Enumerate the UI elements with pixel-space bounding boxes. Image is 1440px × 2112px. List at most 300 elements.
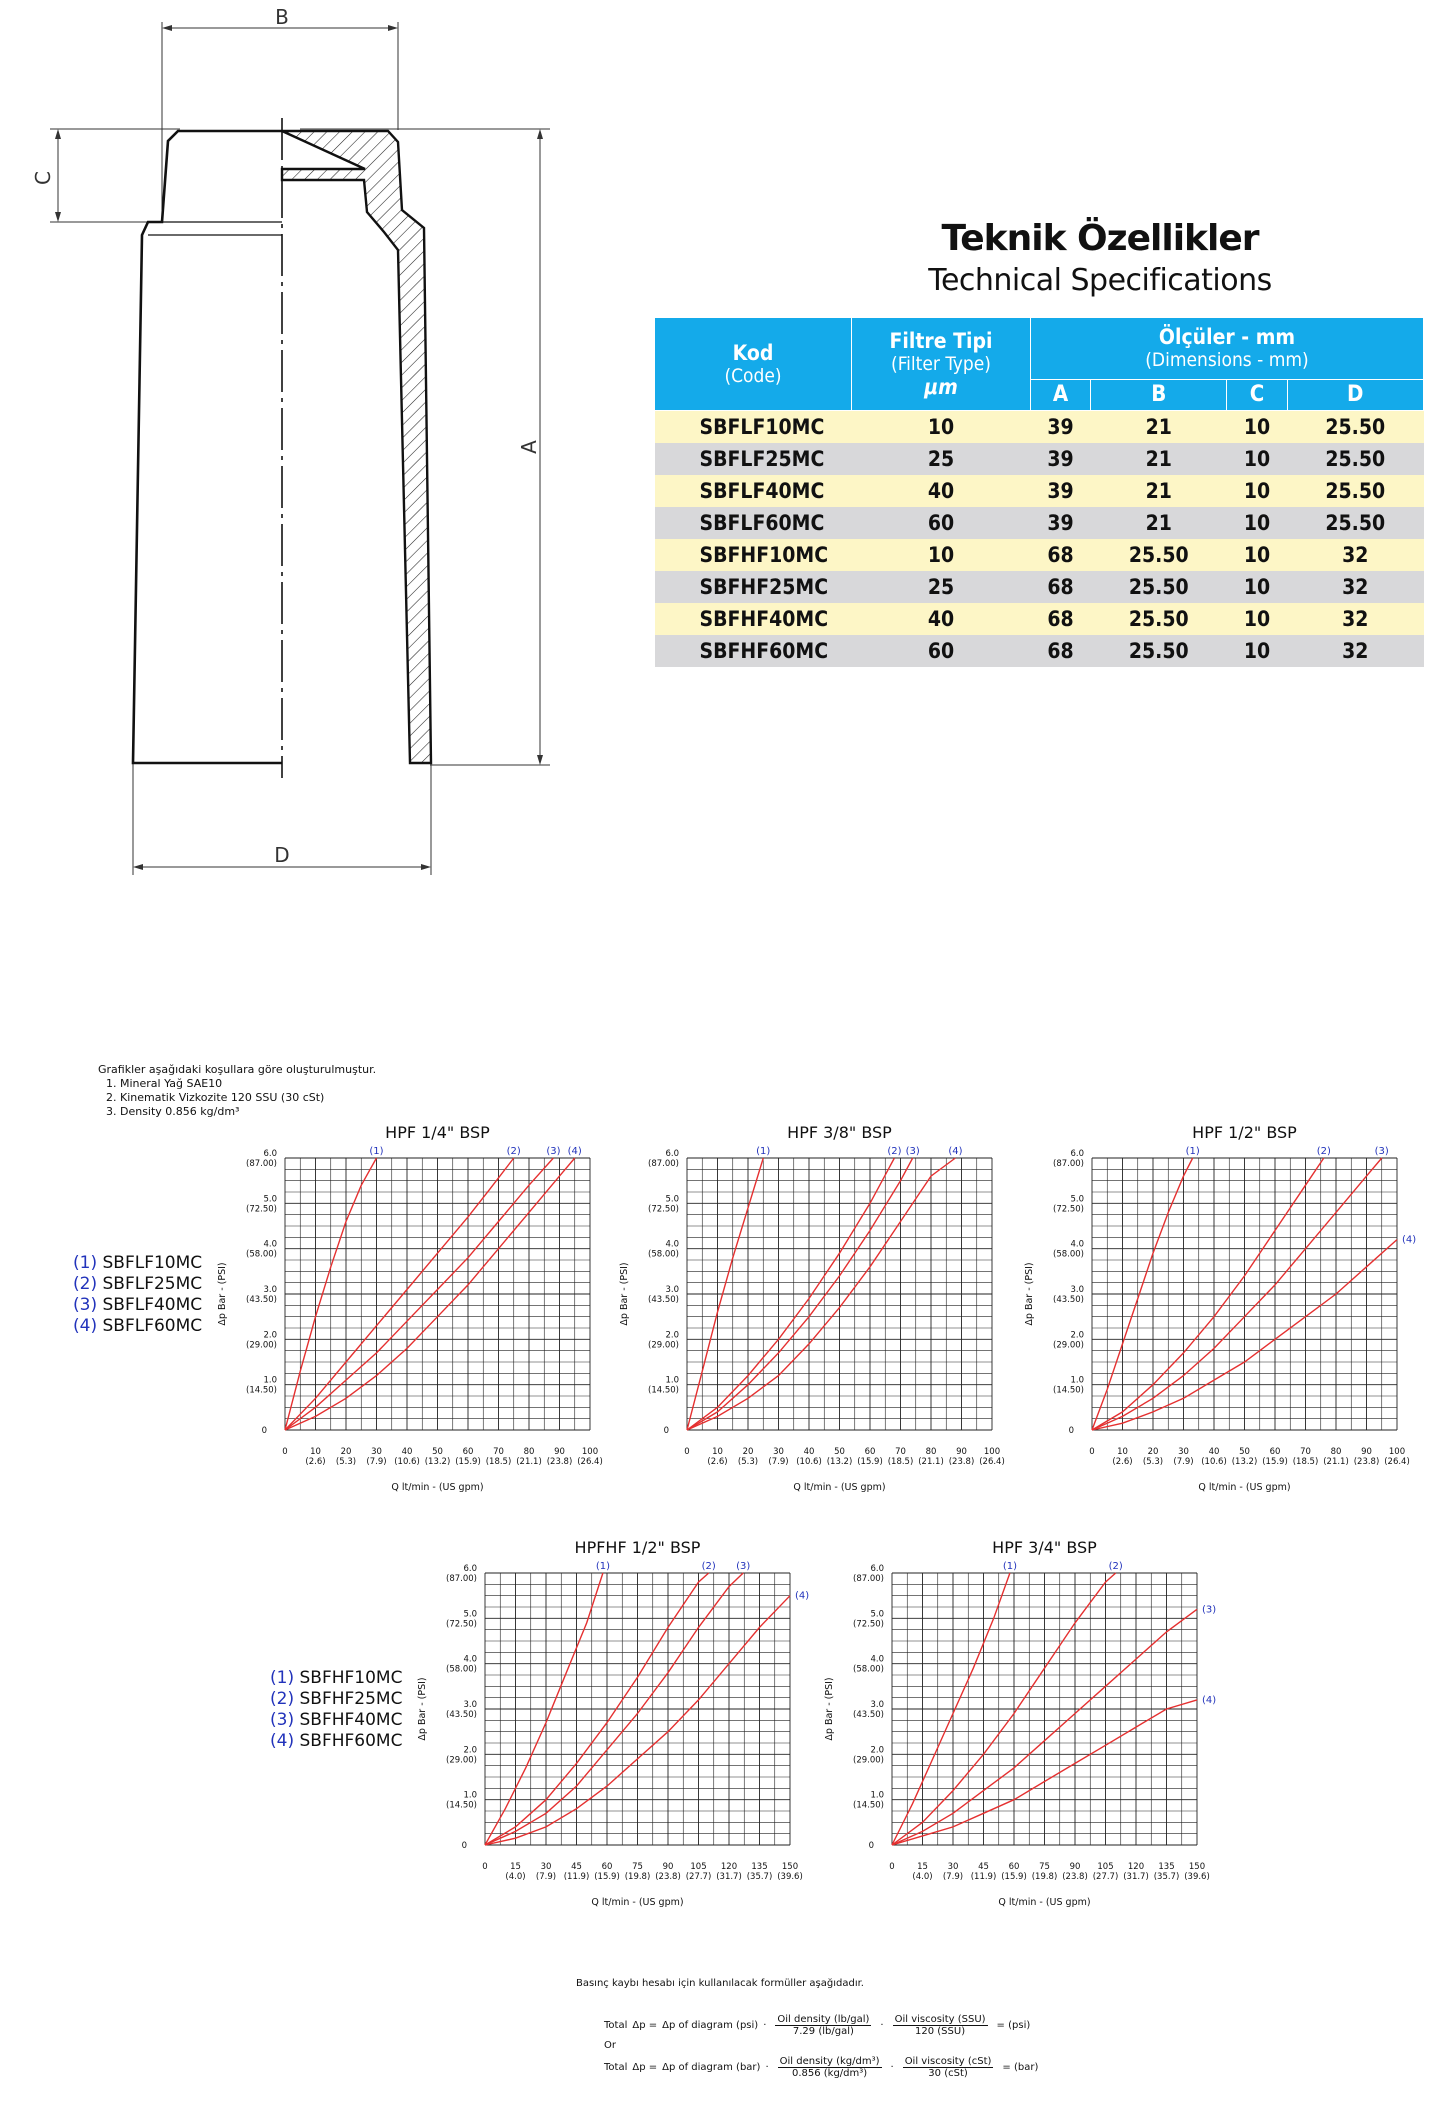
cell-code: SBFHF25MC [655,571,852,603]
x-tick-label-gpm: (5.3) [737,1457,759,1467]
y-tick-label-psi: (29.00) [446,1755,477,1766]
chart-grid [892,1573,1197,1845]
formula-term: Δp of diagram (bar) [662,2061,761,2073]
x-tick-label-gpm: (5.3) [335,1457,357,1467]
legend-code: SBFHF40MC [299,1710,403,1730]
series-label: (1) [1002,1561,1018,1572]
series-label: (1) [756,1146,771,1157]
chart-title: HPF 1/4" BSP [385,1123,490,1142]
series-label: (1) [595,1561,611,1572]
x-tick-label: 40 [803,1447,815,1457]
cell-code: SBFHF60MC [655,635,852,667]
notes-item: 1. Mineral Yağ SAE10 [106,1077,223,1090]
fraction-denominator: 120 (SSU) [915,2025,966,2037]
formula-bar [604,2052,1043,2082]
y-tick-label: 1.0 [463,1790,477,1801]
cell-filter: 25 [852,443,1031,475]
y-tick-label-psi: (72.50) [246,1204,277,1215]
header-code-en: (Code) [724,365,782,387]
notes-heading: Grafikler aşağıdaki koşullara göre oluşturulmuştur. [98,1063,377,1076]
header-code [655,318,852,411]
x-tick-label-gpm: (26.4) [979,1457,1005,1467]
series-label: (2) [1316,1146,1331,1157]
y-tick-label-psi: (87.00) [648,1159,679,1169]
y-tick-label-psi: (87.00) [446,1574,477,1584]
header-dim-b: B [1091,379,1227,410]
formula-rhs: = (psi) [996,2019,1031,2031]
y-tick-label-psi: (72.50) [648,1204,679,1215]
cell-b: 21 [1091,507,1227,539]
x-tick-label-gpm: (23.8) [1062,1872,1088,1882]
table-row [655,635,1424,667]
x-tick-label-gpm: (13.2) [826,1457,853,1467]
cell-a: 39 [1031,411,1091,444]
cell-a: 68 [1031,571,1091,603]
y-axis-label: Δp Bar - (PSI) [417,1677,428,1741]
x-tick-label: 70 [895,1447,906,1457]
x-tick-label: 45 [978,1862,989,1872]
x-tick-label-gpm: (15.9) [1262,1457,1288,1467]
cell-d: 25.50 [1287,443,1423,475]
header-filter [852,318,1031,411]
x-tick-label: 0 [684,1447,690,1457]
header-dimensions [1031,318,1424,380]
y-tick-label-psi: (87.00) [1053,1159,1084,1169]
x-tick-label-gpm: (7.9) [768,1457,789,1467]
spec-title-tr: Teknik Özellikler [941,218,1259,259]
y-tick-label: 2.0 [1070,1330,1084,1341]
x-tick-label-gpm: (7.9) [366,1457,387,1467]
legend-item [270,1668,402,1689]
pressure-drop-chart-hpf-3-4 [817,1535,1237,1925]
x-tick-label: 60 [601,1862,613,1872]
cell-a: 39 [1031,507,1091,539]
x-tick-label: 70 [493,1447,504,1457]
x-tick-label: 0 [482,1862,488,1872]
x-tick-label: 70 [1300,1447,1311,1457]
cell-d: 32 [1287,539,1423,571]
chart-title: HPF 1/2" BSP [1192,1123,1297,1142]
x-tick-label: 60 [1269,1447,1281,1457]
series-label: (2) [1108,1561,1123,1572]
y-tick-label-psi: (87.00) [246,1159,277,1169]
x-tick-label: 30 [773,1447,784,1457]
x-tick-label-gpm: (7.9) [535,1872,557,1882]
spec-title-en: Technical Specifications [928,263,1272,298]
cell-c: 10 [1227,507,1287,539]
series-label: (3) [1202,1604,1217,1616]
pressure-drop-chart-hpf-1-2 [1017,1120,1437,1510]
y-tick-label-psi: (43.50) [246,1295,277,1305]
x-tick-label: 50 [834,1447,845,1457]
x-tick-label: 120 [720,1862,738,1872]
spec-table-body [655,411,1424,668]
y-tick-label-psi: (72.50) [446,1619,477,1630]
cell-code: SBFHF10MC [655,539,852,571]
x-tick-label-gpm: (11.9) [970,1872,997,1882]
x-tick-label-gpm: (21.1) [918,1457,944,1467]
header-filter-tr: Filtre Tipi [889,329,993,353]
y-tick-label: 4.0 [463,1654,477,1665]
series-label: (4) [567,1146,582,1157]
y-tick-label: 5.0 [870,1609,884,1620]
filter-body-outline [133,131,282,763]
x-tick-label-gpm: (2.6) [305,1457,326,1467]
cell-c: 10 [1227,635,1287,667]
cell-a: 68 [1031,635,1091,667]
cell-filter: 40 [852,475,1031,507]
x-tick-label-gpm: (10.6) [394,1457,420,1467]
x-tick-label: 30 [947,1862,959,1872]
x-tick-label-gpm: (18.5) [485,1457,512,1467]
x-tick-label-gpm: (19.8) [1031,1872,1058,1882]
x-tick-label: 60 [1008,1862,1020,1872]
x-tick-label: 40 [1208,1447,1220,1457]
formula-note: Basınç kaybı hesabı için kullanılacak formüller aşağıdadır. [575,1978,864,1989]
x-tick-label-gpm: (13.2) [1231,1457,1258,1467]
table-row [655,507,1424,539]
legend-item [73,1253,202,1274]
x-tick-label-gpm: (15.9) [1001,1872,1027,1882]
x-tick-label-gpm: (26.4) [577,1457,603,1467]
x-tick-label: 0 [282,1447,288,1457]
x-tick-label: 30 [371,1447,382,1457]
x-tick-label-gpm: (31.7) [1123,1872,1149,1882]
cell-code: SBFHF40MC [655,603,852,635]
x-tick-label: 150 [1188,1862,1206,1872]
cell-code: SBFLF25MC [655,443,852,475]
series-label: (1) [369,1146,384,1157]
header-filter-unit: μm [924,375,958,399]
cell-c: 10 [1227,475,1287,507]
fraction-denominator: 0.856 (kg/dm³) [791,2067,868,2079]
x-tick-label-gpm: (15.9) [594,1872,620,1882]
x-tick-label: 30 [1178,1447,1189,1457]
y-tick-label: 3.0 [263,1285,277,1295]
y-tick-label-psi: (43.50) [446,1710,477,1720]
fraction-numerator: Oil density (lb/gal) [777,2013,870,2025]
series-label: (4) [1402,1234,1417,1246]
chart-title: HPF 3/8" BSP [787,1123,892,1142]
formula-total: Total [604,2019,628,2031]
pressure-drop-chart-hpfhf-1-2 [410,1535,810,1925]
x-tick-label-gpm: (35.7) [746,1872,773,1882]
y-tick-label-psi: (72.50) [853,1619,884,1630]
formula-lhs: Δp = [632,2061,658,2073]
series-label: (2) [506,1146,521,1157]
legend-item [73,1274,202,1295]
x-tick-label: 90 [1361,1447,1372,1457]
legend-code: SBFLF40MC [102,1295,203,1315]
fraction-denominator: 7.29 (lb/gal) [792,2025,854,2037]
x-tick-label-gpm: (4.0) [912,1872,933,1882]
x-axis-label: Q lt/min - (US gpm) [998,1897,1091,1908]
cell-b: 25.50 [1091,571,1227,603]
x-tick-label: 10 [1117,1447,1128,1457]
legend-code: SBFLF10MC [102,1253,203,1273]
header-code-tr: Kod [732,341,774,365]
x-tick-label: 90 [554,1447,565,1457]
formula-block [604,2010,1043,2082]
x-tick-label-gpm: (39.6) [777,1872,803,1882]
x-tick-label-gpm: (31.7) [716,1872,742,1882]
cell-b: 25.50 [1091,635,1227,667]
fraction-denominator: 30 (cSt) [928,2067,968,2079]
y-tick-label: 1.0 [870,1790,884,1801]
x-tick-label: 60 [864,1447,876,1457]
dimension-c [31,129,180,222]
dimension-d-label: D [274,843,290,867]
x-tick-label: 15 [917,1862,928,1872]
y-tick-label: 0 [868,1841,874,1851]
y-tick-label: 5.0 [463,1609,477,1620]
x-tick-label: 15 [510,1862,521,1872]
x-axis-label: Q lt/min - (US gpm) [391,1482,484,1493]
x-tick-label-gpm: (7.9) [1173,1457,1194,1467]
legend-num: (4) [73,1316,98,1336]
y-tick-label: 3.0 [1070,1285,1084,1295]
x-axis-label: Q lt/min - (US gpm) [591,1897,684,1908]
x-tick-label-gpm: (10.6) [796,1457,822,1467]
x-tick-label: 10 [310,1447,321,1457]
cell-c: 10 [1227,603,1287,635]
y-tick-label: 5.0 [263,1194,277,1205]
legend-item [270,1710,402,1731]
chart-title: HPF 3/4" BSP [992,1538,1097,1557]
cell-c: 10 [1227,411,1287,444]
cell-filter: 60 [852,635,1031,667]
fraction-density [778,2056,882,2079]
formula-or: Or [604,2040,616,2051]
legend-num: (1) [73,1253,98,1273]
dimension-a-label: A [517,440,541,454]
pressure-drop-chart-hpf-3-8 [612,1120,1012,1510]
series-label: (1) [1185,1146,1200,1157]
x-tick-label-gpm: (4.0) [505,1872,526,1882]
x-tick-label-gpm: (21.1) [1323,1457,1349,1467]
legend-code: SBFLF25MC [102,1274,203,1294]
x-tick-label-gpm: (13.2) [424,1457,451,1467]
y-axis-label: Δp Bar - (PSI) [217,1262,228,1326]
y-tick-label-psi: (58.00) [648,1249,679,1260]
y-tick-label: 0 [1068,1426,1074,1436]
header-dims-en: (Dimensions - mm) [1145,349,1309,372]
formula-dot: · [765,2061,769,2073]
table-row [655,411,1424,444]
x-tick-label: 100 [1388,1447,1406,1457]
cell-c: 10 [1227,539,1287,571]
legend-num: (3) [73,1295,98,1315]
cell-code: SBFLF40MC [655,475,852,507]
x-tick-label-gpm: (7.9) [942,1872,964,1882]
dimension-b-label: B [275,5,289,29]
legend-item [270,1689,402,1710]
y-tick-label: 3.0 [870,1700,884,1710]
x-tick-label-gpm: (18.5) [1292,1457,1319,1467]
y-tick-label-psi: (29.00) [853,1755,884,1766]
y-axis-label: Δp Bar - (PSI) [1024,1262,1035,1326]
cell-filter: 10 [852,411,1031,444]
cell-d: 25.50 [1287,475,1423,507]
series-label: (3) [736,1561,751,1572]
formula-dot: · [890,2061,894,2073]
cell-d: 32 [1287,603,1423,635]
graph-conditions-note [98,1063,376,1119]
cell-b: 25.50 [1091,603,1227,635]
y-tick-label: 1.0 [263,1375,277,1386]
x-tick-label: 75 [1039,1862,1050,1872]
y-tick-label: 1.0 [665,1375,679,1386]
series-label: (3) [1374,1146,1389,1157]
y-tick-label-psi: (58.00) [246,1249,277,1260]
y-tick-label: 6.0 [870,1564,884,1574]
legend-hf [270,1668,402,1752]
x-tick-label: 80 [1330,1447,1342,1457]
y-tick-label-psi: (14.50) [648,1385,679,1396]
x-tick-label-gpm: (10.6) [1201,1457,1227,1467]
y-tick-label: 6.0 [1070,1149,1084,1159]
series-label: (3) [546,1146,561,1157]
series-label: (3) [905,1146,920,1157]
notes-item: 2. Kinematik Vizkozite 120 SSU (30 cSt) [106,1091,325,1104]
fraction-numerator: Oil viscosity (cSt) [904,2055,992,2067]
x-tick-label: 90 [956,1447,967,1457]
x-tick-label-gpm: (18.5) [887,1457,914,1467]
y-tick-label-psi: (72.50) [1053,1204,1084,1215]
x-tick-label-gpm: (23.8) [1353,1457,1380,1467]
header-dim-a: A [1031,379,1091,410]
x-tick-label: 40 [401,1447,413,1457]
x-tick-label: 45 [571,1862,582,1872]
x-tick-label-gpm: (23.8) [546,1457,573,1467]
x-tick-label-gpm: (27.7) [685,1872,712,1882]
cell-a: 68 [1031,539,1091,571]
x-tick-label-gpm: (21.1) [516,1457,542,1467]
dimension-d [133,764,431,875]
y-tick-label-psi: (43.50) [648,1295,679,1305]
y-tick-label: 6.0 [463,1564,477,1574]
x-tick-label: 20 [742,1447,754,1457]
series-label: (4) [948,1146,963,1157]
series-label: (2) [887,1146,902,1157]
y-tick-label: 4.0 [665,1239,679,1250]
x-tick-label-gpm: (11.9) [563,1872,590,1882]
y-axis-label: Δp Bar - (PSI) [619,1262,630,1326]
formula-psi [604,2010,1043,2040]
cell-b: 21 [1091,443,1227,475]
legend-code: SBFHF10MC [299,1668,403,1688]
cell-code: SBFLF10MC [655,411,852,444]
x-tick-label-gpm: (2.6) [707,1457,728,1467]
y-tick-label-psi: (43.50) [1053,1295,1084,1305]
cell-code: SBFLF60MC [655,507,852,539]
cell-d: 32 [1287,635,1423,667]
y-axis-label: Δp Bar - (PSI) [824,1677,835,1741]
x-tick-label-gpm: (15.9) [857,1457,883,1467]
cell-b: 25.50 [1091,539,1227,571]
legend-num: (2) [73,1274,98,1294]
y-tick-label: 2.0 [665,1330,679,1341]
fraction-numerator: Oil density (kg/dm³) [779,2055,880,2067]
fraction-viscosity [893,2014,988,2037]
y-tick-label-psi: (29.00) [648,1340,679,1351]
x-tick-label: 90 [662,1862,674,1872]
x-tick-label: 50 [1239,1447,1250,1457]
formula-rhs: = (bar) [1002,2061,1039,2073]
x-tick-label: 20 [1147,1447,1159,1457]
x-tick-label: 50 [432,1447,443,1457]
table-row [655,571,1424,603]
x-tick-label-gpm: (39.6) [1184,1872,1210,1882]
x-tick-label-gpm: (27.7) [1092,1872,1119,1882]
legend-code: SBFHF60MC [299,1731,403,1751]
x-tick-label-gpm: (23.8) [948,1457,975,1467]
series-label: (2) [701,1561,716,1572]
formula-total: Total [604,2061,628,2073]
y-tick-label-psi: (29.00) [1053,1340,1084,1351]
cell-filter: 40 [852,603,1031,635]
x-tick-label: 0 [889,1862,895,1872]
filter-technical-drawing [0,0,560,890]
dimension-c-label: C [31,171,55,185]
cell-d: 25.50 [1287,411,1423,444]
header-filter-en: (Filter Type) [891,353,991,375]
y-tick-label: 5.0 [1070,1194,1084,1205]
chart-title: HPFHF 1/2" BSP [574,1538,701,1557]
x-axis-label: Q lt/min - (US gpm) [1198,1482,1291,1493]
legend-num: (4) [270,1731,295,1751]
chart-grid [285,1158,590,1430]
y-tick-label: 5.0 [665,1194,679,1205]
x-tick-label: 10 [712,1447,723,1457]
x-tick-label-gpm: (35.7) [1153,1872,1180,1882]
x-tick-label: 105 [690,1862,707,1872]
legend-num: (2) [270,1689,295,1709]
y-tick-label: 6.0 [263,1149,277,1159]
pressure-drop-chart-hpf-1-4 [210,1120,610,1510]
x-tick-label: 80 [925,1447,937,1457]
y-tick-label: 2.0 [870,1745,884,1756]
chart-grid [1092,1158,1397,1430]
y-tick-label-psi: (58.00) [853,1664,884,1675]
y-tick-label: 0 [261,1426,267,1436]
cell-a: 39 [1031,475,1091,507]
formula-dot: · [880,2019,884,2031]
y-tick-label: 4.0 [263,1239,277,1250]
x-tick-label: 20 [340,1447,352,1457]
cell-c: 10 [1227,443,1287,475]
table-row [655,443,1424,475]
y-tick-label-psi: (14.50) [853,1800,884,1811]
y-tick-label: 0 [663,1426,669,1436]
cell-filter: 10 [852,539,1031,571]
legend-num: (1) [270,1668,295,1688]
chart-grid [687,1158,992,1430]
header-dim-c: C [1227,379,1287,410]
y-tick-label: 4.0 [870,1654,884,1665]
x-tick-label: 60 [462,1447,474,1457]
x-axis-label: Q lt/min - (US gpm) [793,1482,886,1493]
x-tick-label-gpm: (5.3) [1142,1457,1164,1467]
y-tick-label-psi: (14.50) [446,1800,477,1811]
series-label: (4) [795,1590,810,1602]
legend-num: (3) [270,1710,295,1730]
header-dims-tr: Ölçüler - mm [1158,325,1296,350]
table-row [655,475,1424,507]
x-tick-label: 100 [581,1447,599,1457]
filter-cross-section [282,131,431,763]
legend-item [73,1316,202,1337]
